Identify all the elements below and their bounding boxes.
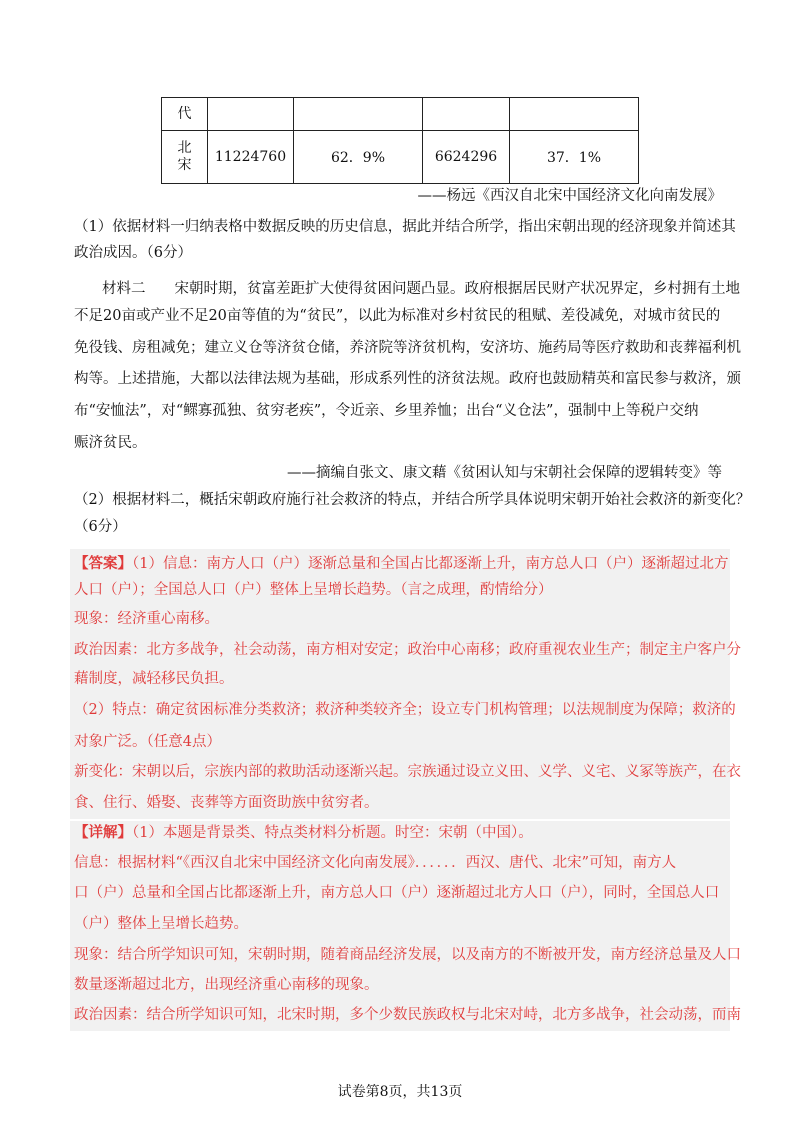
detail-line: 信息：根据材料“《西汉自北宋中国经济文化向南发展》．．．．．．西汉、唐代、北宋”可知，南方人 <box>74 855 677 871</box>
question-1-line: 政治成因。（6分） <box>74 245 192 261</box>
question-1-line: （1）依据材料一归纳表格中数据反映的历史信息，据此并结合所学，指出宋朝出现的经济现象并简述其 <box>74 219 736 235</box>
detail-line: 口（户）总量和全国占比都逐渐上升，南方总人口（户）逐渐超过北方人口（户），同时，全国总人口 <box>74 885 720 901</box>
material-2-line: 材料二 宋朝时期，贫富差距扩大使得贫困问题凸显。政府根据居民财产状况界定，乡村拥有土地 <box>102 281 740 297</box>
question-2-line: （2）根据材料二，概括宋朝政府施行社会救济的特点，并结合所学具体说明宋朝开始社会救济的新变化？ <box>74 492 751 508</box>
table-cell: 北宋 <box>162 131 208 184</box>
answer-line: （2）特点：确定贫困标准分类救济；救济种类较齐全；设立专门机构管理；以法规制度为保障；救济的 <box>74 702 736 718</box>
material-2-line: 布“安恤法”，对“鳏寡孤独、贫穷老疾”，令近亲、乡里养恤；出台“义仓法”，强制中上等税户交纳 <box>74 403 699 419</box>
table-cell: 6624296 <box>423 131 510 184</box>
table-cell: 11224760 <box>208 131 294 184</box>
material-2-line: 不足20亩或产业不足20亩等值的为“贫民”，以此为标准对乡村贫民的租赋、差役减免，对城市贫民的 <box>74 308 721 324</box>
detail-line: 【详解】（1）本题是背景类、特点类材料分析题。时空：宋朝（中国）。 <box>74 824 533 841</box>
detail-line: 现象：结合所学知识可知，宋朝时期，随着商品经济发展，以及南方的不断被开发，南方经济总量及人口 <box>74 947 741 963</box>
answer-line: 对象广泛。（任意4点） <box>74 734 221 750</box>
detail-line: （户）整体上呈增长趋势。 <box>74 916 248 932</box>
table-cell <box>208 98 294 131</box>
table-cell: 37．1% <box>510 131 639 184</box>
table-cell: 代 <box>162 98 208 131</box>
source-citation-2: ——摘编自张文、康文藉《贫困认知与宋朝社会保障的逻辑转变》等 <box>287 465 722 481</box>
detail-line: 政治因素：结合所学知识可知，北宋时期，多个少数民族政权与北宋对峙，北方多战争，社会动荡，而南 <box>74 1007 741 1023</box>
detail-line: 数量逐渐超过北方，出现经济重心南移的现象。 <box>74 977 379 993</box>
answer-line: 新变化：宋朝以后，宗族内部的救助活动逐渐兴起。宗族通过设立义田、义学、义宅、义冢等族产，在衣 <box>74 764 741 780</box>
table-cell: 62．9% <box>294 131 423 184</box>
material-2-line: 免役钱、房租减免；建立义仓等济贫仓储，养济院等济贫机构，安济坊、施药局等医疗救助和丧葬福利机 <box>74 340 741 356</box>
table-cell <box>294 98 423 131</box>
answer-line: 食、住行、婚娶、丧葬等方面资助族中贫穷者。 <box>74 795 379 811</box>
answer-line: 政治因素：北方多战争，社会动荡，南方相对安定；政治中心南移；政府重视农业生产；制定主户客户分 <box>74 642 741 658</box>
answer-line: 藉制度，减轻移民负担。 <box>74 671 234 687</box>
table-row <box>162 131 639 184</box>
question-2-line: （6分） <box>74 519 127 535</box>
table-row <box>162 98 639 131</box>
table-cell <box>510 98 639 131</box>
material-2-line: 构等。上述措施，大都以法律法规为基础，形成系列性的济贫法规。政府也鼓励精英和富民参与救济，颁 <box>74 371 741 387</box>
population-table <box>161 97 639 184</box>
source-citation-1: ——杨远《西汉自北宋中国经济文化向南发展》 <box>417 188 722 204</box>
table-cell <box>423 98 510 131</box>
answer-line: 【答案】（1）信息：南方人口（户）逐渐总量和全国占比都逐渐上升，南方总人口（户）逐渐超过北方 <box>74 555 729 572</box>
answer-tag: 【答案】 <box>74 555 132 572</box>
answer-line: 现象：经济重心南移。 <box>74 611 219 627</box>
answer-line: 人口（户）；全国总人口（户）整体上呈增长趋势。（言之成理，酌情给分） <box>74 582 553 598</box>
detail-tag: 【详解】 <box>74 824 132 841</box>
page-footer: 试卷第8页，共13页 <box>337 1084 463 1100</box>
material-2-line: 赈济贫民。 <box>74 435 147 451</box>
